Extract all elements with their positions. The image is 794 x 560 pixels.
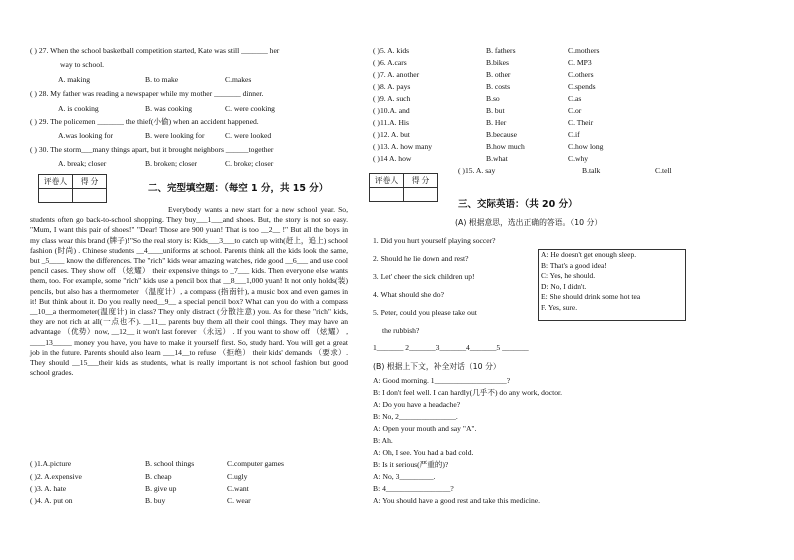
choice-3-label: ( )3. A. hate: [30, 484, 67, 493]
choice-8-label: ( )8. A. pays: [373, 82, 411, 91]
choice-15-label: ( )15. A. say: [458, 166, 496, 175]
dialog-b-line-1: A: Good morning. 1___________________?: [373, 376, 511, 385]
choice-13-label: ( )13. A. how many: [373, 142, 433, 151]
choice-3-b: B. give up: [145, 484, 177, 493]
choice-5-c: C.mothers: [568, 46, 600, 55]
dialog-a-q5-cont: the rubbish?: [382, 326, 420, 335]
choice-11-c: C. Their: [568, 118, 594, 127]
dialog-a-q1: 1. Did you hurt yourself playing soccer?: [373, 236, 496, 245]
choice-12-label: ( )12. A. but: [373, 130, 410, 139]
choice-8-b: B. costs: [486, 82, 511, 91]
score-label: 得 分: [73, 175, 107, 189]
choice-1-b: B. school things: [145, 459, 195, 468]
grader-label: 评卷人: [370, 174, 404, 188]
choice-4-c: C. wear: [227, 496, 251, 505]
grader-table-right: [369, 173, 438, 202]
choice-14-label: ( )14 A. how: [373, 154, 412, 163]
choice-6-label: ( )6. A.cars: [373, 58, 407, 67]
q29-option-b: B. were looking for: [145, 131, 205, 140]
answer-e: E: She should drink some hot tea: [541, 292, 641, 301]
score-label: 得 分: [404, 174, 438, 188]
choice-10-c: C.or: [568, 106, 582, 115]
choice-2-c: C.ugly: [227, 472, 248, 481]
choice-12-b: B.because: [486, 130, 517, 139]
choice-1-label: ( )1.A.picture: [30, 459, 72, 468]
choice-11-b: B. Her: [486, 118, 507, 127]
choice-14-c: C.why: [568, 154, 589, 163]
q27-option-a: A. making: [58, 75, 91, 84]
choice-1-c: C.computer games: [227, 459, 284, 468]
choice-9-b: B.so: [486, 94, 500, 103]
dialog-b-line-11: A: You should have a good rest and take this medicine.: [373, 496, 541, 505]
grader-cell[interactable]: [39, 189, 73, 203]
q27-option-c: C.makes: [225, 75, 252, 84]
answer-options-box: [538, 249, 686, 321]
choice-9-c: C.as: [568, 94, 582, 103]
choice-7-b: B. other: [486, 70, 511, 79]
q28-option-c: C. were cooking: [225, 104, 275, 113]
q29-option-a: A.was looking for: [58, 131, 114, 140]
dialog-b-line-10: B: 4_________________?: [373, 484, 454, 493]
grader-table-left: [38, 174, 107, 203]
choice-12-c: C.if: [568, 130, 580, 139]
choice-2-b: B. cheap: [145, 472, 172, 481]
section-3a-instruction: (A) 根据意思，选出正确的答语。（10 分）: [455, 218, 603, 227]
q29-option-c: C. were looked: [225, 131, 272, 140]
dialog-b-line-5: A: Open your mouth and say "A".: [373, 424, 477, 433]
answer-a: A: He doesn't get enough sleep.: [541, 250, 637, 259]
section-3-title: 三、交际英语：（共 20 分）: [458, 199, 578, 210]
cloze-passage: [30, 205, 348, 378]
choice-6-c: C. MP3: [568, 58, 592, 67]
dialog-b-line-6: B: Ah.: [373, 436, 393, 445]
choice-14-b: B.what: [486, 154, 508, 163]
answer-d: D: No, I didn't.: [541, 281, 587, 291]
choice-2-label: ( )2. A.expensive: [30, 472, 82, 481]
question-28: ( ) 28. My father was reading a newspaper while my mother _______ dinner.: [30, 89, 264, 98]
answer-b: B: That's a good idea!: [541, 260, 607, 270]
answer-c: C: Yes, he should.: [541, 271, 596, 280]
grader-cell[interactable]: [370, 188, 404, 202]
score-cell[interactable]: [404, 188, 438, 202]
choice-13-c: C.how long: [568, 142, 604, 151]
choice-5-label: ( )5. A. kids: [373, 46, 410, 55]
choice-15-c: C.tell: [655, 166, 672, 175]
dialog-b-line-7: A: Oh, I see. You had a bad cold.: [373, 448, 474, 457]
question-27: ( ) 27. When the school basketball competition started, Kate was still _______ her: [30, 46, 280, 55]
choice-5-b: B. fathers: [486, 46, 516, 55]
cloze-passage-text: Everybody wants a new start for a new school year. So, students often go back-to-school shopping. They buy___1___and shoes. But, the story is not so easy. "Mum, I want this pair of shoes!" "Dear! Those are 900 yuan! That is too __2__ !" But all the boys in my class wear this brand (牌子)!"So the real story is: Kids___3___to catch up with(赶上，追上) school fashion (时尚) . Chinese students __4____uniforms at school. Parents think all the kids look the same, but _5____ know the differences. The "rich" kids wear amazing watches, ride good __6___ and use cool pencil cases. They show off （炫耀） their expensive things to _7___ kids. Then everyone else wants them, too. For example, some "rich" kids use a pencil box that __8___1,000 yuan! It not only holds(装) pencils, but also has a thermometer （温度计）, a compass (指南针), a music box and even games in it! But think about it. Do you really need__9__ a special pencil box? What can you do with a compass __10__a thermometer(温度计) in class? They only distract (分散注意) you. As for these "rich" kids, they are not rich at all(一点也不). __11__ parents buy them all their cool things. They may have an advantage （优势）now, __12__ it won't last forever （永远） . If you want to show off （炫耀） , ____13_____ money you have, you have to make it yourself first. So, study hard. You will get a great job in the future. Parents should also learn ___14__to refuse （拒绝） their kids' demands （要求）. They should __15___their kids as students, what is really important is not school fashion but good school grades.: [30, 205, 348, 378]
section-2-title: 二、完型填空题：（每空 1 分，共 15 分）: [148, 183, 329, 194]
q28-option-b: B. was cooking: [145, 104, 193, 113]
dialog-b-line-2: B: I don't feel well. I can hardly(几乎不) do any work, doctor.: [373, 388, 563, 397]
question-29: ( ) 29. The policemen _______ the thief(小偷) when an accident happened.: [30, 117, 259, 126]
q30-option-c: C. broke; closer: [225, 159, 274, 168]
score-cell[interactable]: [73, 189, 107, 203]
dialog-a-q2: 2. Should he lie down and rest?: [373, 254, 469, 263]
dialog-a-q4: 4. What should she do?: [373, 290, 444, 299]
choice-7-c: C.others: [568, 70, 594, 79]
choice-7-label: ( )7. A. another: [373, 70, 420, 79]
choice-9-label: ( )9. A. such: [373, 94, 411, 103]
section-3b-instruction: (B) 根据上下文，补全对话（10 分）: [373, 362, 501, 371]
dialog-b-line-3: A: Do you have a headache?: [373, 400, 461, 409]
choice-13-b: B.how much: [486, 142, 525, 151]
choice-8-c: C.spends: [568, 82, 596, 91]
choice-10-label: ( )10.A. and: [373, 106, 410, 115]
choice-15-b: B.talk: [582, 166, 601, 175]
choice-10-b: B. but: [486, 106, 505, 115]
q30-option-a: A. break; closer: [58, 159, 107, 168]
q30-option-b: B. broken; closer: [145, 159, 198, 168]
choice-4-label: ( )4. A. put on: [30, 496, 73, 505]
question-30: ( ) 30. The storm___many things apart, but it brought neighbors ______together: [30, 145, 274, 154]
q27-option-b: B. to make: [145, 75, 179, 84]
choice-3-c: C.want: [227, 484, 249, 493]
choice-11-label: ( )11.A. His: [373, 118, 409, 127]
dialog-a-q3: 3. Let' cheer the sick children up!: [373, 272, 475, 281]
dialog-b-line-9: A: No, 3_________.: [373, 472, 436, 481]
answer-f: F. Yes, sure.: [541, 302, 578, 312]
choice-4-b: B. buy: [145, 496, 166, 505]
q28-option-a: A. is cooking: [58, 104, 99, 113]
grader-label: 评卷人: [39, 175, 73, 189]
choice-6-b: B.bikes: [486, 58, 509, 67]
dialog-b-line-4: B: No, 2_______________.: [373, 412, 458, 421]
dialog-a-blanks[interactable]: 1_______ 2_______3_______4_______5 _______: [373, 343, 529, 352]
dialog-a-q5: 5. Peter, could you please take out: [373, 308, 477, 317]
dialog-b-line-8: B: Is it serious(严重的)?: [373, 460, 449, 469]
question-27-cont: way to school.: [60, 60, 105, 69]
